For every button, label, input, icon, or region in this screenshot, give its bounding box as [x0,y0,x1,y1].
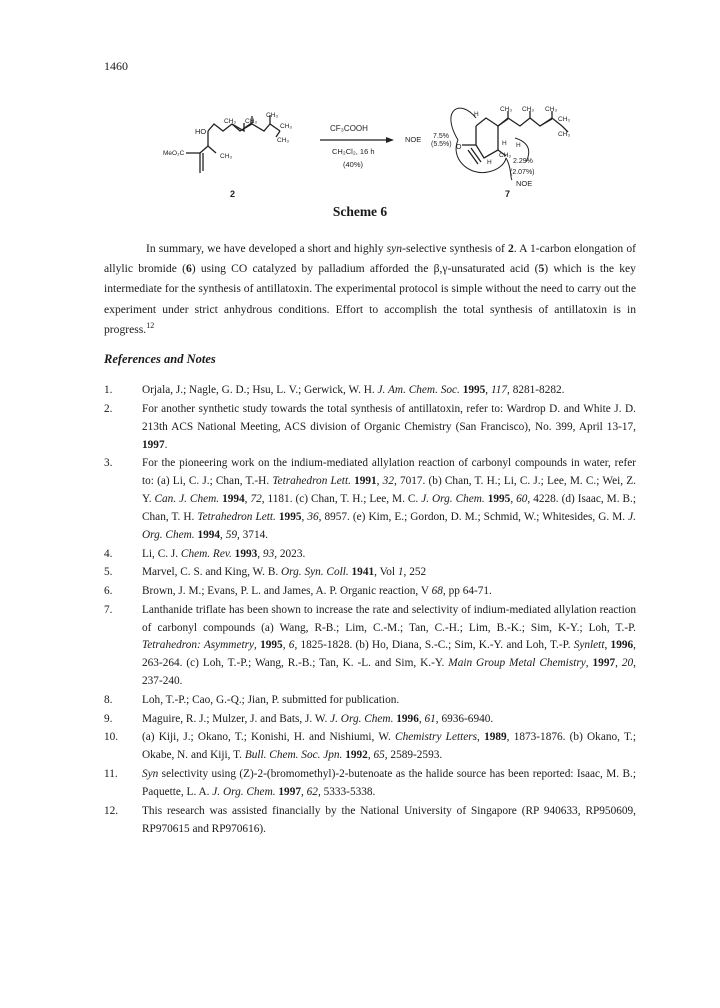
summary-text: ) which is the key intermediate for the synthesis of antillatoxin. The experimental protocol is simple without the need to carry out the experiment under strict anhydrous conditions. Effort to accomplish the total synthesis of antillatoxin is in progress. [104,262,636,336]
label-ch3: CH₃ [224,118,237,125]
compound-ref: 2 [508,242,514,255]
label-ch3: CH₃ [558,116,571,123]
compound-ref: 5 [538,262,545,276]
label-ch3: CH₃ [280,123,293,130]
compound-ref: 6 [185,262,192,276]
reference-number: 6. [104,584,113,597]
reference-number: 4. [104,547,113,560]
reference-item [104,546,636,564]
label-ch3: CH₃ [500,106,513,113]
reference-number: 9. [104,712,113,725]
label-h: H [502,140,507,147]
reference-number: 1. [104,384,113,396]
label-h: H [474,111,479,118]
footnote-ref: 12 [146,320,155,330]
reference-number: 12. [104,804,119,817]
reference-text: Li, C. J. Chem. Rev. 1993, 93, 2023. [142,547,306,560]
reference-number: 2. [104,402,113,415]
summary-paragraph [104,239,636,340]
reference-number: 11. [104,768,118,780]
reference-item [104,711,636,729]
reference-number: 3. [104,457,113,470]
reference-item [104,692,636,710]
reference-text: Loh, T.-P.; Cao, G.-Q.; Jian, P. submitted for publication. [142,693,400,706]
label-h: H [487,159,492,166]
references-list [104,382,636,839]
reference-item [104,729,636,765]
summary-text: . A 1-carbon elongation of allylic bromide ( [104,242,636,276]
label-noe-pct-paren: (5.5%) [431,141,452,148]
reference-number: 8. [104,693,113,706]
reference-item [104,564,636,582]
reference-number: 10. [104,731,119,744]
summary-text: In summary, we have developed a short and highly [146,242,387,255]
label-noe-right: NOE [516,179,533,188]
label-ch3: CH₃ [277,137,290,144]
summary-text: ) using CO catalyzed by palladium afforded the β,γ-unsaturated acid ( [191,262,539,276]
reference-text: Maguire, R. J.; Mulzer, J. and Bats, J. W. J. Org. Chem. 1996, 61, 6936-6940. [142,712,494,725]
label-noe-pct-right: 2.29% [513,158,533,165]
reference-item [104,766,636,802]
label-ch3: CH₃ [499,152,512,159]
reference-item [104,382,636,400]
label-o: O [456,144,462,151]
label-noe-pct-right-paren: (2.07%) [510,169,535,176]
reference-number: 7. [104,603,113,616]
label-ho: HO [195,127,207,136]
reagent-label: CF₃COOH [330,124,368,133]
label-noe-pct: 7.5% [433,133,449,140]
reference-text: Syn selectivity using (Z)-2-(bromomethyl)-2-butenoate as the halide source has been reported: Isaac, M. B.; Paquette, L. A. J. Org. Chem. 1997, 62, 5333-5338. [142,768,636,798]
reference-text: Lanthanide triflate has been shown to increase the rate and selectivity of indium-mediated allylation reaction of carbonyl compounds (a) Wang, R-B.; Lim, C.-M.; Tan, C.-H.; Lim, B.-K.; Sim, K-Y.; Loh, T.-P. Tetrahedron: Asymmetry, 1995, 6, 1825-1828. (b) Ho, Diana, S.-C.; Sim, K.-Y. and Loh, T.-P. Synlett, 1996, 263-264. (c) Loh, T.-P.; Wang, R.-B.; Tan, K. -L. and Sim, K.-Y. Main Group Metal Chemistry, 1997, 20, 237-240. [142,603,636,688]
reference-text: Orjala, J.; Nagle, G. D.; Hsu, L. V.; Gerwick, W. H. J. Am. Chem. Soc. 1995, 117, 8281-8282. [142,384,565,396]
label-ch3: CH₃ [558,131,571,138]
label-ch3: CH₃ [522,106,535,113]
reference-text: (a) Kiji, J.; Okano, T.; Konishi, H. and Nishiumi, W. Chemistry Letters, 1989, 1873-1876. (b) Okano, T.; Okabe, N. and Kiji, T. Bull. Chem. Soc. Jpn. 1992, 65, 2589-2593. [142,731,636,762]
reference-text: For the pioneering work on the indium-mediated allylation reaction of carbonyl compounds in water, refer to: (a) Li, C. J.; Chan, T.-H. Tetrahedron Lett. 1991, 32, 7017. (b) Chan, T. H.; Li, C. J.; Lee, M. C.; Wei, Z. Y. Can. J. Chem. 1994, 72, 1181. (c) Chan, T. H.; Lee, M. C. J. Org. Chem. 1995, 60, 4228. (d) Isaac, M. B.; Chan, T. H. Tetrahedron Lett. 1995, 36, 8957. (e) Kim, E.; Gordon, D. M.; Schmid, W.; Whitesides, G. M. J. Org. Chem. 1994, 59, 3714. [142,457,637,541]
reference-item [104,602,636,692]
scheme-title: Scheme 6 [332,204,388,219]
summary-text: -selective synthesis of [402,242,508,255]
yield-label: (40%) [343,160,364,169]
label-ch3: CH₃ [245,118,258,125]
reference-item [104,401,636,455]
reference-number: 5. [104,566,113,579]
summary-emphasis: syn [386,242,403,255]
page-number: 1460 [104,59,128,73]
compound-number-2: 2 [230,189,236,199]
reference-text: This research was assisted financially by the National University of Singapore (RP 940633, RP950609, RP970615 and RP970616). [142,804,636,835]
conditions-label: CH₂Cl₂, 16 h [332,147,375,156]
label-ch3: CH₃ [220,153,233,160]
label-meo2c: MeO₂C [163,150,185,157]
compound-7-structure [462,111,571,164]
label-ch3: CH₃ [266,112,279,119]
reference-text: Marvel, C. S. and King, W. B. Org. Syn. Coll. 1941, Vol 1, 252 [142,566,427,579]
references-heading: References and Notes [104,352,216,366]
label-noe-left: NOE [405,135,422,144]
reference-text: Brown, J. M.; Evans, P. L. and James, A. P. Organic reaction, V 68, pp 64-71. [142,584,492,597]
label-ch3: CH₃ [545,106,558,113]
reference-item [104,583,636,601]
reaction-scheme [0,0,720,230]
arrowhead-icon [386,137,394,143]
reference-item [104,803,636,839]
reference-item [104,455,636,545]
reference-text: For another synthetic study towards the total synthesis of antillatoxin, refer to: Wardrop D. and White J. D. 213th ACS National Meeting, ACS division of Organic Chemistry (San Francisco), No. 399, April 13-17, 1997. [142,402,636,451]
compound-number-7: 7 [505,189,511,199]
label-h: H [516,142,521,149]
